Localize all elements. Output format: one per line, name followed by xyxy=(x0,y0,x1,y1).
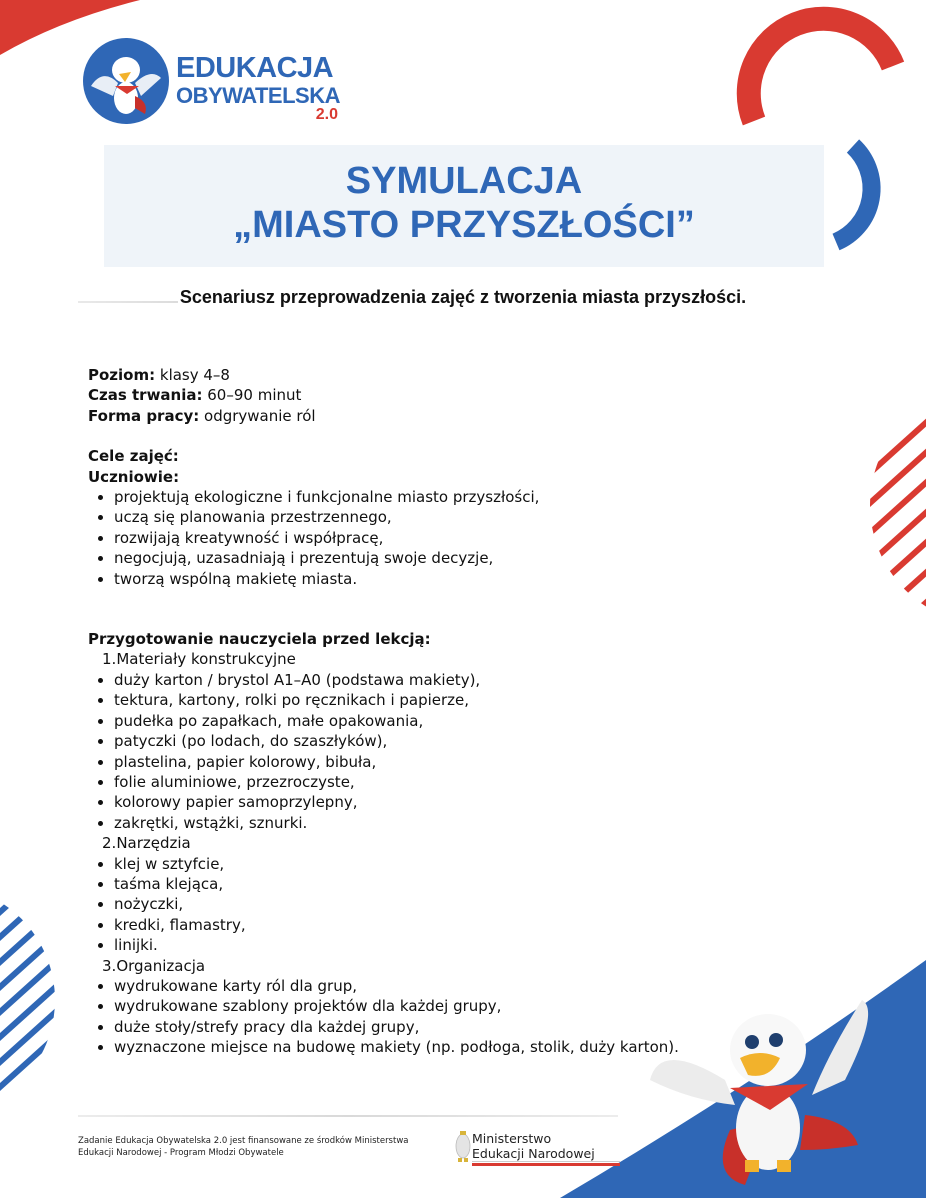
footer-divider xyxy=(78,1115,618,1117)
goals-subheading: Uczniowie: xyxy=(88,467,180,486)
ministry-rule-grey xyxy=(472,1161,620,1162)
list-item: • folie aluminiowe, przezroczyste, xyxy=(114,772,728,792)
list-item: • patyczki (po lodach, do szaszłyków), xyxy=(114,731,728,751)
list-item: • projektują ekologiczne i funkcjonalne miasto przyszłości, xyxy=(114,487,728,507)
meta-work-form: Forma pracy: odgrywanie ról xyxy=(88,406,316,425)
list-item: • linijki. xyxy=(114,935,728,955)
section-heading-tools: 2.Narzędzia xyxy=(102,834,191,853)
logo-version: 2.0 xyxy=(315,106,338,123)
logo-wordmark xyxy=(176,54,340,123)
list-item: • duże stoły/strefy pracy dla każdej grupy, xyxy=(114,1017,728,1037)
list-item: • nożyczki, xyxy=(114,894,728,914)
ministry-rule-red xyxy=(472,1163,620,1166)
list-item: • wydrukowane szablony projektów dla każdej grupy, xyxy=(114,996,728,1016)
title-line-2: „MIASTO PRZYSZŁOŚCI” xyxy=(233,204,695,246)
list-item: • rozwijają kreatywność i współpracę, xyxy=(114,528,728,548)
eagle-logo-icon xyxy=(83,38,169,124)
organization-list xyxy=(88,976,728,1058)
title-line-1: SYMULACJA xyxy=(345,160,583,202)
section-heading-organization: 3.Organizacja xyxy=(102,956,206,975)
red-stripes-shape xyxy=(840,350,926,680)
list-item: • zakrętki, wstążki, sznurki. xyxy=(114,813,728,833)
list-item: • wydrukowane karty ról dla grup, xyxy=(114,976,728,996)
document-body xyxy=(88,365,728,1058)
preparation-heading: Przygotowanie nauczyciela przed lekcją: xyxy=(88,630,431,649)
list-item: • klej w sztyfcie, xyxy=(114,854,728,874)
list-item: • negocjują, uzasadniają i prezentują swoje decyzje, xyxy=(114,548,728,568)
funding-note: Zadanie Edukacja Obywatelska 2.0 jest finansowane ze środków Ministerstwa Edukacji Narodowej - Program Młodzi Obywatele xyxy=(78,1136,409,1158)
meta-duration: Czas trwania: 60–90 minut xyxy=(88,386,302,405)
blue-arc-shape xyxy=(836,146,872,242)
title-banner xyxy=(104,145,824,267)
list-item: • kolorowy papier samoprzylepny, xyxy=(114,792,728,812)
section-heading-materials: 1.Materiały konstrukcyjne xyxy=(102,650,296,669)
polish-eagle-emblem-icon xyxy=(455,1128,471,1168)
goals-heading: Cele zajęć: xyxy=(88,447,179,466)
subtitle: Scenariusz przeprowadzenia zajęć z tworzenia miasta przyszłości. xyxy=(179,287,747,307)
meta-level: Poziom: klasy 4–8 xyxy=(88,366,230,384)
list-item: • tworzą wspólną makietę miasta. xyxy=(114,569,728,589)
list-item: • uczą się planowania przestrzennego, xyxy=(114,507,728,527)
list-item: • plastelina, papier kolorowy, bibuła, xyxy=(114,752,728,772)
materials-list xyxy=(88,670,728,833)
list-item: • pudełka po zapałkach, małe opakowania, xyxy=(114,711,728,731)
red-arc-shape xyxy=(749,19,893,121)
list-item: • taśma klejąca, xyxy=(114,874,728,894)
goals-list xyxy=(88,487,728,589)
list-item: • kredki, flamastry, xyxy=(114,915,728,935)
logo-line-2: OBYWATELSKA xyxy=(176,83,340,108)
tools-list xyxy=(88,854,728,956)
logo-emblem xyxy=(83,38,169,124)
list-item: • tektura, kartony, rolki po ręcznikach i papierze, xyxy=(114,690,728,710)
logo-line-1: EDUKACJA xyxy=(176,52,334,84)
list-item: • duży karton / brystol A1–A0 (podstawa makiety), xyxy=(114,670,728,690)
list-item: • wyznaczone miejsce na budowę makiety (np. podłoga, stolik, duży karton). xyxy=(114,1037,728,1057)
ministry-name: Ministerstwo Edukacji Narodowej xyxy=(472,1131,595,1161)
blue-stripes-shape xyxy=(0,840,80,1130)
